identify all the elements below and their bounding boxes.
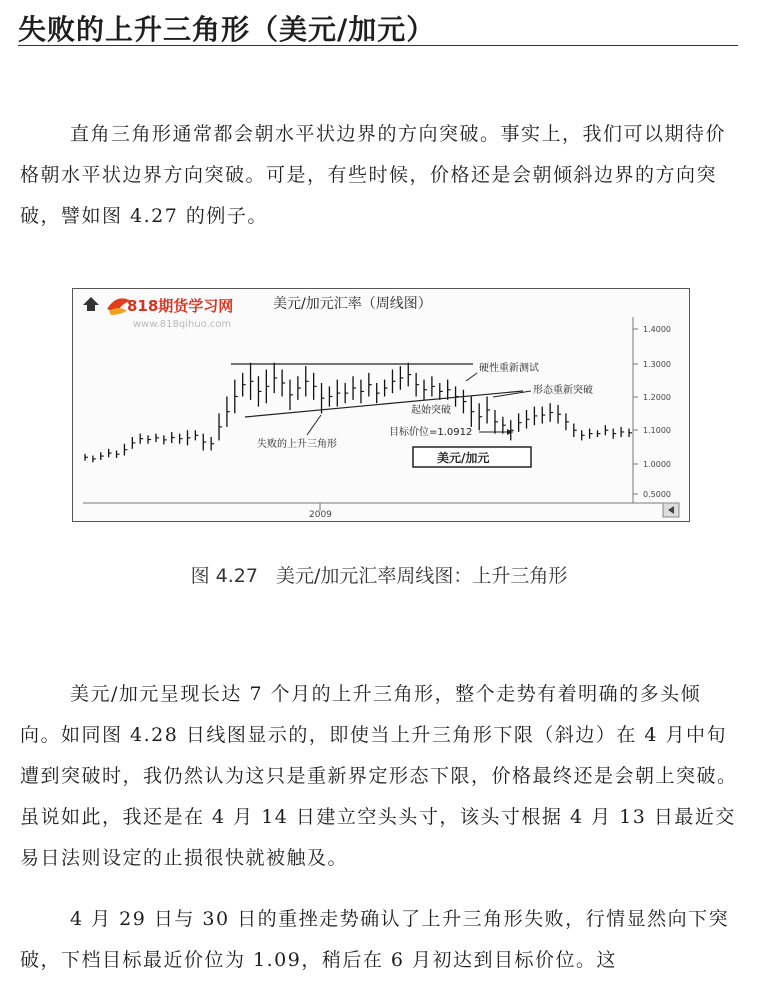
caption-number: 图 4.27 — [190, 565, 258, 587]
paragraph-3: 4 月 29 日与 30 日的重挫走势确认了上升三角形失败，行情显然向下突破，下档目标最近价位为 1.09，稍后在 6 月初达到目标价位。这 — [20, 908, 730, 971]
page-title: 失败的上升三角形（美元/加元） — [18, 13, 436, 46]
arrow-retest — [466, 373, 477, 381]
figure-caption — [0, 561, 758, 588]
watermark-brand: 818期货学习网 — [127, 297, 234, 315]
x-tick-label: 2009 — [309, 510, 332, 520]
annotation-pattern-rebreakout: 形态重新突破 — [533, 385, 593, 396]
y-tick-label: 1.0000 — [643, 460, 671, 469]
y-tick-label: 1.2000 — [643, 393, 671, 402]
caption-text: 美元/加元汇率周线图：上升三角形 — [276, 565, 568, 587]
y-tick-label: 0.5000 — [643, 490, 671, 499]
annotation-target: 目标价位=1.0912 — [389, 427, 473, 438]
chart-title: 美元/加元汇率（周线图） — [273, 296, 432, 312]
paragraph-1: 直角三角形通常都会朝水平状边界的方向突破。事实上，我们可以期待价格朝水平状边界方向突破。可是，有些时候，价格还是会朝倾斜边界的方向突破，譬如图 4.27 的例子。 — [20, 123, 727, 227]
paragraph-2: 美元/加元呈现长达 7 个月的上升三角形，整个走势有着明确的多头倾向。如同图 4.28 日线图显示的，即使当上升三角形下限（斜边）在 4 月中旬遭到突破时，我仍然认为这只是重新界定形态下限，价格最终还是会朝上突破。虽说如此，我还是在 4 月 14 日建立空头头寸，该头寸根据 4 月 13 日最近交易日法则设定的止损很快就被触及。 — [20, 683, 738, 869]
chart-frame — [72, 288, 690, 522]
watermark-url: www.818qihuo.com — [133, 319, 232, 330]
annotation-hard-retest: 硬性重新测试 — [479, 363, 539, 374]
arrow-failed — [307, 415, 321, 435]
chart-logo-icon — [83, 297, 99, 311]
weekly-chart — [73, 289, 689, 521]
annotation-initial-breakout: 起始突破 — [411, 405, 451, 416]
y-tick-label: 1.4000 — [643, 325, 671, 334]
symbol-box-label: 美元/加元 — [437, 451, 490, 465]
y-tick-label: 1.3000 — [643, 360, 671, 369]
title-rule — [18, 45, 738, 46]
y-tick-label: 1.1000 — [643, 426, 671, 435]
annotation-failed-triangle: 失败的上升三角形 — [257, 439, 337, 450]
